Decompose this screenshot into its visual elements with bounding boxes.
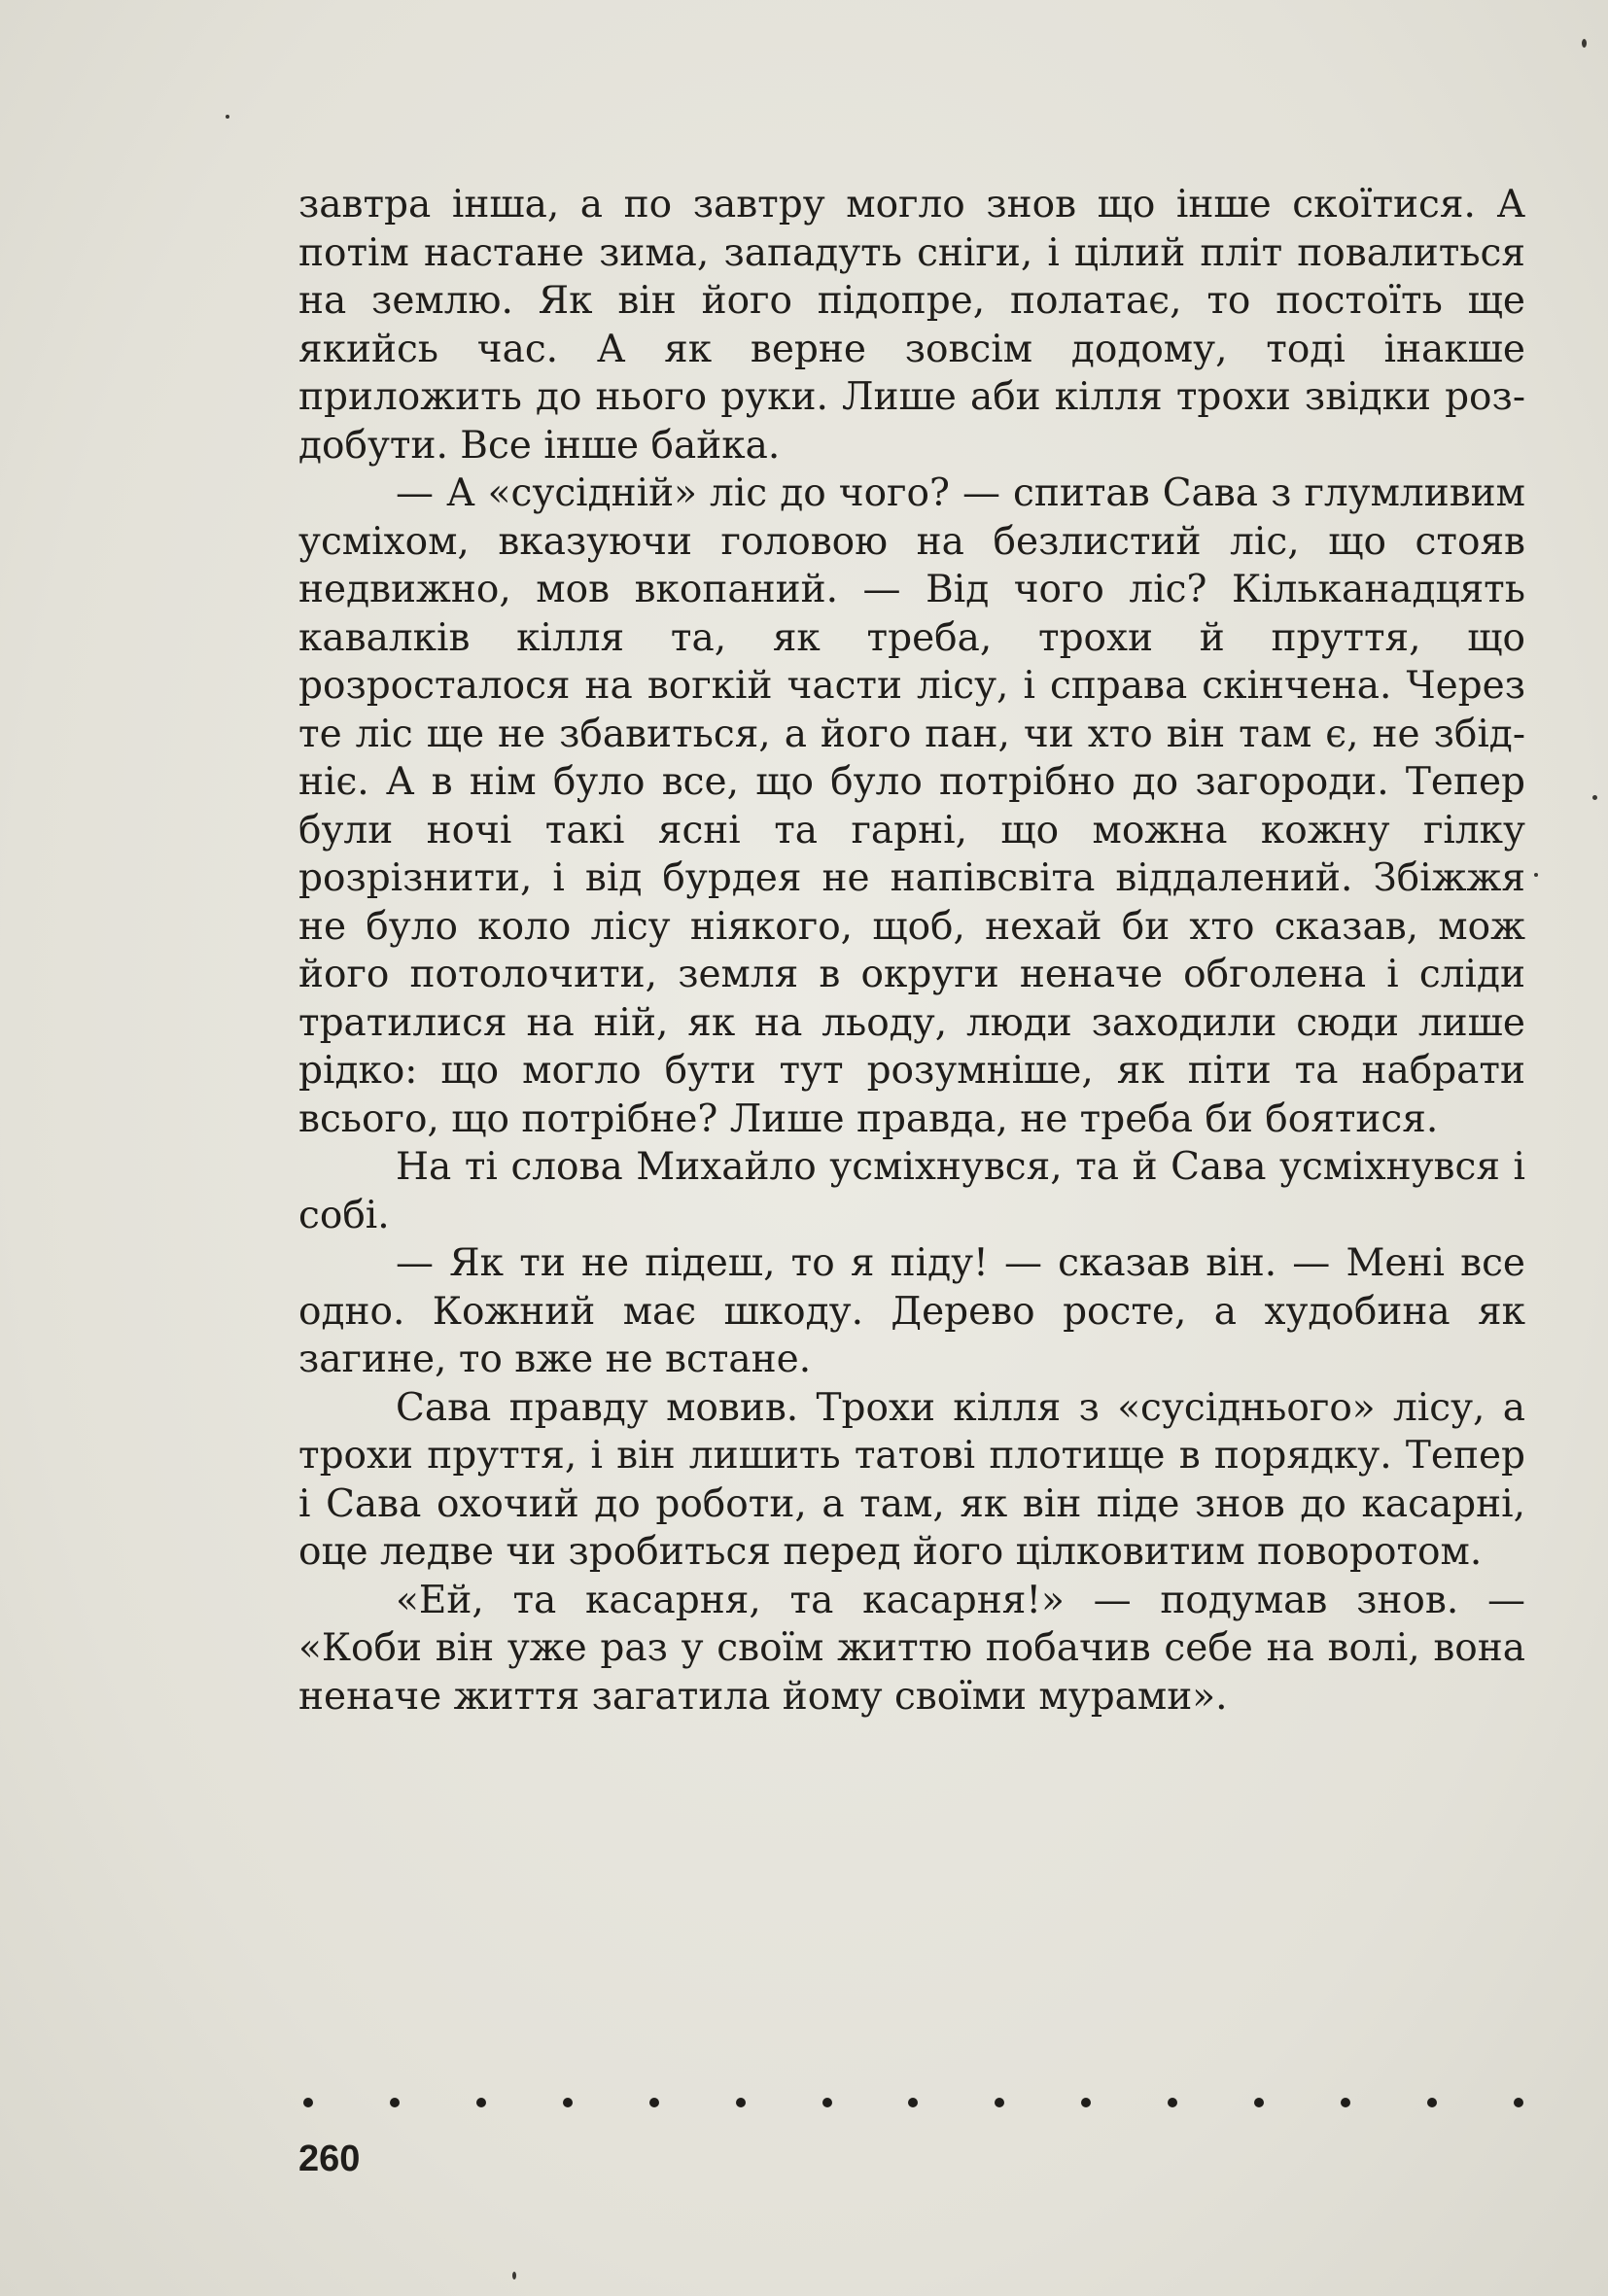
scan-speck (512, 2272, 516, 2279)
paragraph-6: «Ей, та касарня, та касарня!» — подумав знов. — «Коби він уже раз у своїм життю побачив себе на волі, вона неначе життя загатила йому своїми мурами». (298, 1578, 1525, 1719)
paragraph-1: завтра інша, а по завтру могло знов що інше скоїтися. А потім настане зима, западуть сніги, і цілий пліт повалиться на землю. Як він його підопре, полатає, то постоїть ще якийсь час. А як верне зовсім додому, тоді інакше приложить до нього руки. Лише аби кілля трохи звідки роздобути. Все інше байка. (298, 183, 1525, 468)
separator-dot (1254, 2098, 1264, 2107)
body-text (298, 181, 1525, 1721)
separator-dot (995, 2098, 1004, 2107)
scan-speck (226, 115, 229, 119)
separator-dot (1081, 2098, 1091, 2107)
paragraph-4: — Як ти не підеш, то я піду! — сказав він. — Мені все одно. Кожний має шкоду. Дерево росте, а худобина як загине, то вже не встане. (298, 1241, 1525, 1381)
separator-dot (390, 2098, 400, 2107)
separator-dot (649, 2098, 659, 2107)
separator-dot (1514, 2098, 1523, 2107)
separator-dot (1341, 2098, 1350, 2107)
separator-dot (822, 2098, 832, 2107)
paragraph-3: На ті слова Михайло усміхнувся, та й Сава усміхнувся і собі. (298, 1145, 1525, 1237)
paragraph-5: Сава правду мовив. Трохи кілля з «сусіднього» лісу, а трохи пруття, і він лишить татові плотище в порядку. Тепер і Сава охочий до роботи, а там, як він піде знов до касарні, оце ледве чи зробиться перед його цілковитим поворотом. (298, 1385, 1525, 1574)
separator-dot (563, 2098, 573, 2107)
separator-dot (303, 2098, 313, 2107)
page-number: 260 (298, 2139, 361, 2179)
scan-speck (1592, 795, 1597, 800)
separator-dot (1427, 2098, 1437, 2107)
section-separator-dots (303, 2098, 1523, 2107)
separator-dot (1168, 2098, 1177, 2107)
scan-speck (1582, 39, 1587, 48)
separator-dot (908, 2098, 918, 2107)
separator-dot (476, 2098, 486, 2107)
scan-speck (1534, 873, 1538, 877)
separator-dot (736, 2098, 746, 2107)
paragraph-2: — А «сусідній» ліс до чого? — спитав Сава з глумливим усміхом, вказуючи головою на безлистий ліс, що стояв недвижно, мов вкопаний. — Від чого ліс? Кільканадцять кавалків кілля та, як треба, трохи й пруття, що розросталося на вогкій части лісу, і справа скінчена. Через те ліс ще не збавиться, а його пан, чи хто він там є, не збідніє. А в нім було все, що було потрібно до загороди. Тепер були ночі такі ясні та гарні, що можна кожну гілку розрізнити, і від бурдея не напівсвіта віддалений. Збіжжя не було коло лісу ніякого, щоб, нехай би хто сказав, мож його потолочити, земля в округи неначе обголена і сліди тратилися на ній, як на льоду, люди заходили сюди лише рідко: що могло бути тут розумніше, як піти та набрати всього, що потрібне? Лише правда, не треба би боятися. (298, 471, 1525, 1141)
